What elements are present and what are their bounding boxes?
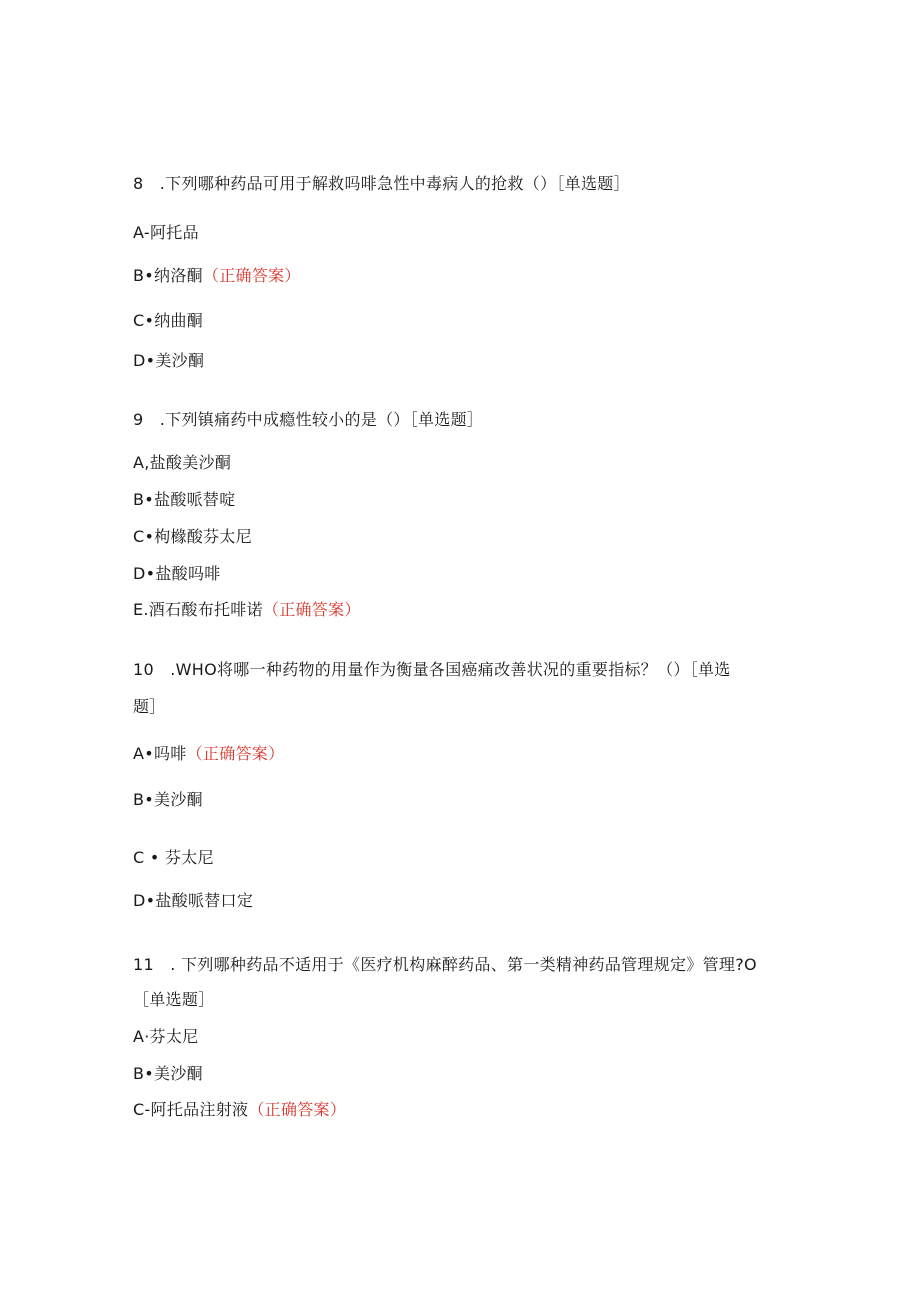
question-8-option-c[interactable] [133,311,203,331]
option-text: C • 芬太尼 [133,848,214,867]
option-text: B•美沙酮 [133,1064,203,1083]
question-8-option-d[interactable] [133,351,204,371]
question-10-option-c[interactable] [133,848,214,868]
question-10-stem-line-2: 题］ [133,697,166,716]
question-10-option-d[interactable] [133,891,253,911]
question-8-option-b[interactable] [133,266,301,286]
option-text: B•美沙酮 [133,790,203,809]
question-8-option-a[interactable] [133,223,199,243]
question-9-option-d[interactable] [133,564,221,584]
question-10-option-a[interactable] [133,744,284,764]
question-11-option-b[interactable] [133,1064,203,1084]
correct-answer-mark: （正确答案） [262,600,361,619]
option-text: A,盐酸美沙酮 [133,453,232,472]
option-text: D•盐酸吗啡 [133,564,221,583]
option-text: A-阿托品 [133,223,199,242]
option-text: C•纳曲酮 [133,311,204,330]
question-9-option-b[interactable] [133,490,236,510]
option-text: C•枸橼酸芬太尼 [133,527,253,546]
question-9-stem: 9 .下列镇痛药中成瘾性较小的是（）［单选题］ [133,410,484,429]
option-text: D•美沙酮 [133,351,205,370]
question-10-option-b[interactable] [133,790,203,810]
option-text: E.酒石酸布托啡诺 [133,600,263,619]
option-text: C-阿托品注射液 [133,1100,249,1119]
question-9-option-c[interactable] [133,527,252,547]
question-9-option-e[interactable] [133,600,361,620]
question-11-stem-line-1: 11 . 下列哪种药品不适用于《医疗机构麻醉药品、第一类精神药品管理规定》管理?O [133,955,757,974]
correct-answer-mark: （正确答案） [202,266,301,285]
option-text: B•盐酸哌替啶 [133,490,236,509]
question-11-option-a[interactable] [133,1027,199,1047]
option-text: A·芬太尼 [133,1027,199,1046]
option-text: A•吗啡 [133,744,187,763]
option-text: B•纳洛酮 [133,266,203,285]
question-10-stem-line-1: 10 .WHO将哪一种药物的用量作为衡量各国癌痛改善状况的重要指标？（）［单选 [133,660,731,679]
question-11-option-c[interactable] [133,1100,346,1120]
question-9-option-a[interactable] [133,453,231,473]
correct-answer-mark: （正确答案） [248,1100,347,1119]
correct-answer-mark: （正确答案） [186,744,285,763]
question-11-stem-line-2: ［单选题］ [133,990,215,1009]
option-text: D•盐酸哌替口定 [133,891,254,910]
question-8-stem: 8 .下列哪种药品可用于解救吗啡急性中毒病人的抢救（）［单选题］ [133,174,630,193]
